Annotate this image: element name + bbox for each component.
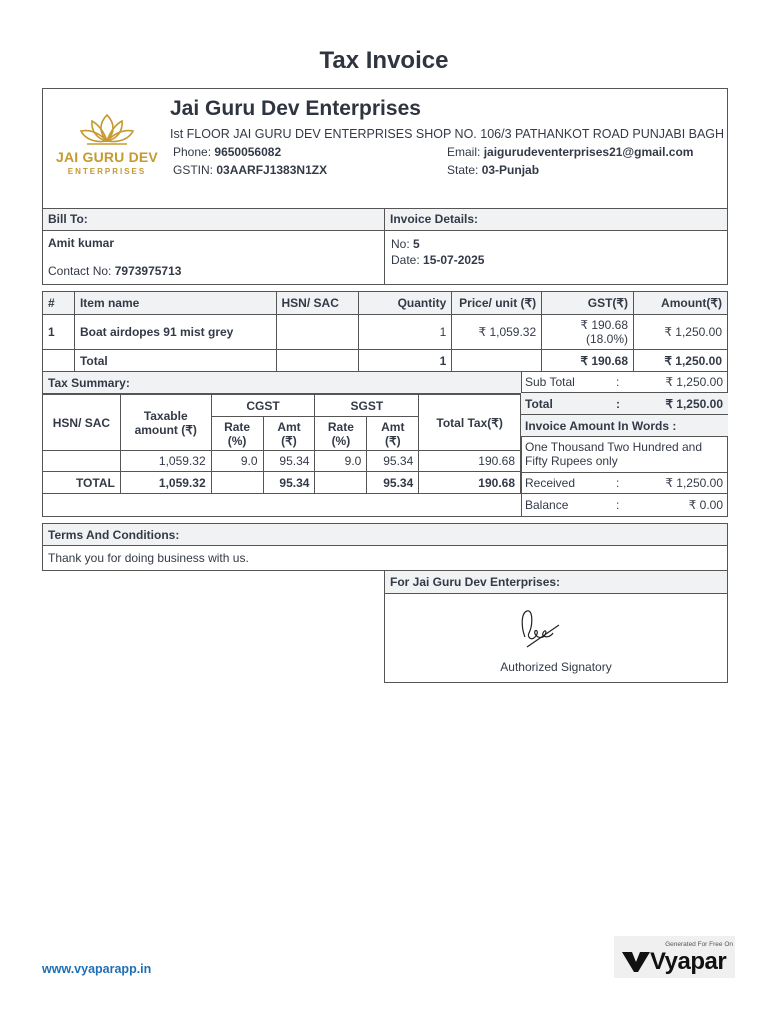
tax-total-cgst-amt: 95.34 bbox=[263, 472, 315, 494]
tax-total-cgst-rate-cell bbox=[211, 472, 263, 494]
table-row bbox=[43, 315, 728, 350]
tax-col-sgst: SGST bbox=[315, 395, 419, 417]
logo-subtext: ENTERPRISES bbox=[67, 167, 147, 176]
total-gst: ₹ 190.68 bbox=[542, 350, 634, 372]
signatory-box bbox=[384, 570, 728, 683]
subtotal-label: Sub Total bbox=[525, 375, 575, 389]
company-phone bbox=[173, 145, 281, 159]
invoice-date bbox=[391, 253, 484, 267]
item-name: Boat airdopes 91 mist grey bbox=[74, 315, 276, 350]
invoice-date-label: Date: bbox=[391, 253, 420, 267]
company-address: Ist FLOOR JAI GURU DEV ENTERPRISES SHOP NO. 106/3 PATHANKOT ROAD PUNJABI BAGH bbox=[170, 127, 725, 141]
grand-total-colon: : bbox=[616, 397, 620, 411]
bill-to-heading: Bill To: bbox=[48, 212, 88, 226]
tax-col-total-tax: Total Tax(₹) bbox=[419, 395, 521, 451]
tax-total-total-tax: 190.68 bbox=[419, 472, 521, 494]
tax-row-sgst-rate: 9.0 bbox=[315, 451, 367, 472]
company-state bbox=[447, 163, 539, 177]
balance-value: ₹ 0.00 bbox=[688, 498, 723, 512]
tax-total-row bbox=[43, 472, 521, 494]
phone-label: Phone: bbox=[173, 145, 212, 159]
tax-row-hsn bbox=[43, 451, 121, 472]
email-value: jaigurudeventerprises21@gmail.com bbox=[483, 145, 694, 159]
total-hsn-cell bbox=[276, 350, 359, 372]
balance-label: Balance bbox=[525, 498, 569, 512]
cgst-rate-header: Rate (%) bbox=[211, 417, 263, 451]
items-header-row bbox=[43, 292, 728, 315]
invoice-date-value: 15-07-2025 bbox=[423, 253, 485, 267]
tax-total-taxable: 1,059.32 bbox=[120, 472, 211, 494]
grand-total-value: ₹ 1,250.00 bbox=[665, 397, 723, 411]
cgst-amt-header: Amt (₹) bbox=[263, 417, 315, 451]
terms-box bbox=[42, 523, 728, 571]
item-qty: 1 bbox=[359, 315, 452, 350]
received-colon: : bbox=[616, 476, 620, 490]
invoice-header-box bbox=[42, 88, 728, 285]
col-item-name: Item name bbox=[74, 292, 276, 315]
company-logo bbox=[55, 107, 159, 187]
page-title: Tax Invoice bbox=[319, 47, 449, 74]
total-empty-cell bbox=[43, 350, 75, 372]
contact-label: Contact No: bbox=[48, 264, 112, 278]
subtotal-row bbox=[521, 371, 728, 393]
tax-row-sgst-amt: 95.34 bbox=[367, 451, 419, 472]
phone-value: 9650056082 bbox=[214, 145, 282, 159]
tax-col-cgst: CGST bbox=[211, 395, 315, 417]
invoice-no-value: 5 bbox=[413, 237, 420, 251]
vyapar-badge bbox=[614, 936, 735, 978]
vyapar-logo-icon bbox=[622, 950, 650, 972]
total-qty: 1 bbox=[359, 350, 452, 372]
vyapar-website-link[interactable]: www.vyaparapp.in bbox=[42, 962, 152, 976]
col-price: Price/ unit (₹) bbox=[452, 292, 542, 315]
customer-name: Amit kumar bbox=[48, 236, 115, 250]
item-gst-rate: (18.0%) bbox=[586, 332, 629, 346]
gstin-value: 03AARFJ1383N1ZX bbox=[216, 163, 328, 177]
amount-in-words: One Thousand Two Hundred and Fifty Rupees only bbox=[525, 440, 703, 468]
company-email bbox=[447, 145, 693, 159]
col-amount: Amount(₹) bbox=[634, 292, 728, 315]
bill-section-header bbox=[43, 208, 727, 231]
items-total-row bbox=[43, 350, 728, 372]
totals-panel bbox=[521, 371, 728, 517]
terms-text: Thank you for doing business with us. bbox=[48, 551, 249, 565]
tax-summary-heading: Tax Summary: bbox=[48, 376, 130, 390]
grand-total-row bbox=[521, 393, 728, 415]
balance-colon: : bbox=[616, 498, 620, 512]
signatory-heading: For Jai Guru Dev Enterprises: bbox=[390, 575, 561, 589]
invoice-number bbox=[391, 237, 420, 251]
generated-text: Generated For Free On bbox=[665, 941, 733, 948]
tax-total-label: TOTAL bbox=[43, 472, 121, 494]
items-table bbox=[42, 291, 728, 372]
item-hsn bbox=[276, 315, 359, 350]
amount-words-heading-row bbox=[521, 415, 728, 437]
tax-row-total-tax: 190.68 bbox=[419, 451, 521, 472]
tax-header-row-1 bbox=[43, 395, 521, 417]
company-name: Jai Guru Dev Enterprises bbox=[170, 97, 421, 120]
lotus-icon bbox=[55, 107, 159, 149]
tax-total-sgst-rate-cell bbox=[315, 472, 367, 494]
tax-col-hsn: HSN/ SAC bbox=[43, 395, 121, 451]
subtotal-value: ₹ 1,250.00 bbox=[665, 375, 723, 389]
gstin-label: GSTIN: bbox=[173, 163, 214, 177]
col-quantity: Quantity bbox=[359, 292, 452, 315]
state-label: State: bbox=[447, 163, 479, 177]
sgst-amt-header: Amt (₹) bbox=[367, 417, 419, 451]
grand-total-label: Total bbox=[525, 397, 553, 411]
col-gst: GST(₹) bbox=[542, 292, 634, 315]
table-row bbox=[43, 451, 521, 472]
tax-summary-table bbox=[42, 394, 521, 494]
total-label: Total bbox=[74, 350, 276, 372]
col-num: # bbox=[43, 292, 75, 315]
invoice-no-label: No: bbox=[391, 237, 410, 251]
received-value: ₹ 1,250.00 bbox=[665, 476, 723, 490]
total-price-cell bbox=[452, 350, 542, 372]
company-gstin bbox=[173, 163, 327, 177]
contact-value: 7973975713 bbox=[114, 264, 182, 278]
item-num: 1 bbox=[43, 315, 75, 350]
tax-row-cgst-amt: 95.34 bbox=[263, 451, 315, 472]
sgst-rate-header: Rate (%) bbox=[315, 417, 367, 451]
item-gst bbox=[542, 315, 634, 350]
customer-contact bbox=[48, 264, 181, 278]
tax-col-taxable: Taxable amount (₹) bbox=[120, 395, 211, 451]
bill-divider bbox=[384, 208, 385, 285]
signatory-label: Authorized Signatory bbox=[500, 660, 612, 674]
tax-row-cgst-rate: 9.0 bbox=[211, 451, 263, 472]
state-value: 03-Punjab bbox=[481, 163, 540, 177]
balance-row bbox=[521, 494, 728, 516]
email-label: Email: bbox=[447, 145, 481, 159]
tax-row-taxable: 1,059.32 bbox=[120, 451, 211, 472]
item-gst-amount: ₹ 190.68 bbox=[580, 318, 629, 332]
tax-total-sgst-amt: 95.34 bbox=[367, 472, 419, 494]
signature-image bbox=[515, 607, 563, 657]
col-hsn: HSN/ SAC bbox=[276, 292, 359, 315]
terms-heading: Terms And Conditions: bbox=[48, 528, 180, 542]
invoice-details-heading: Invoice Details: bbox=[390, 212, 479, 226]
total-amount: ₹ 1,250.00 bbox=[634, 350, 728, 372]
subtotal-colon: : bbox=[616, 375, 620, 389]
item-amount: ₹ 1,250.00 bbox=[634, 315, 728, 350]
logo-text: JAI GURU DEV bbox=[56, 149, 158, 165]
received-row bbox=[521, 472, 728, 494]
vyapar-brand: Vyapar bbox=[650, 948, 727, 975]
item-price: ₹ 1,059.32 bbox=[452, 315, 542, 350]
amount-words-label: Invoice Amount In Words : bbox=[525, 419, 677, 433]
received-label: Received bbox=[525, 476, 576, 490]
